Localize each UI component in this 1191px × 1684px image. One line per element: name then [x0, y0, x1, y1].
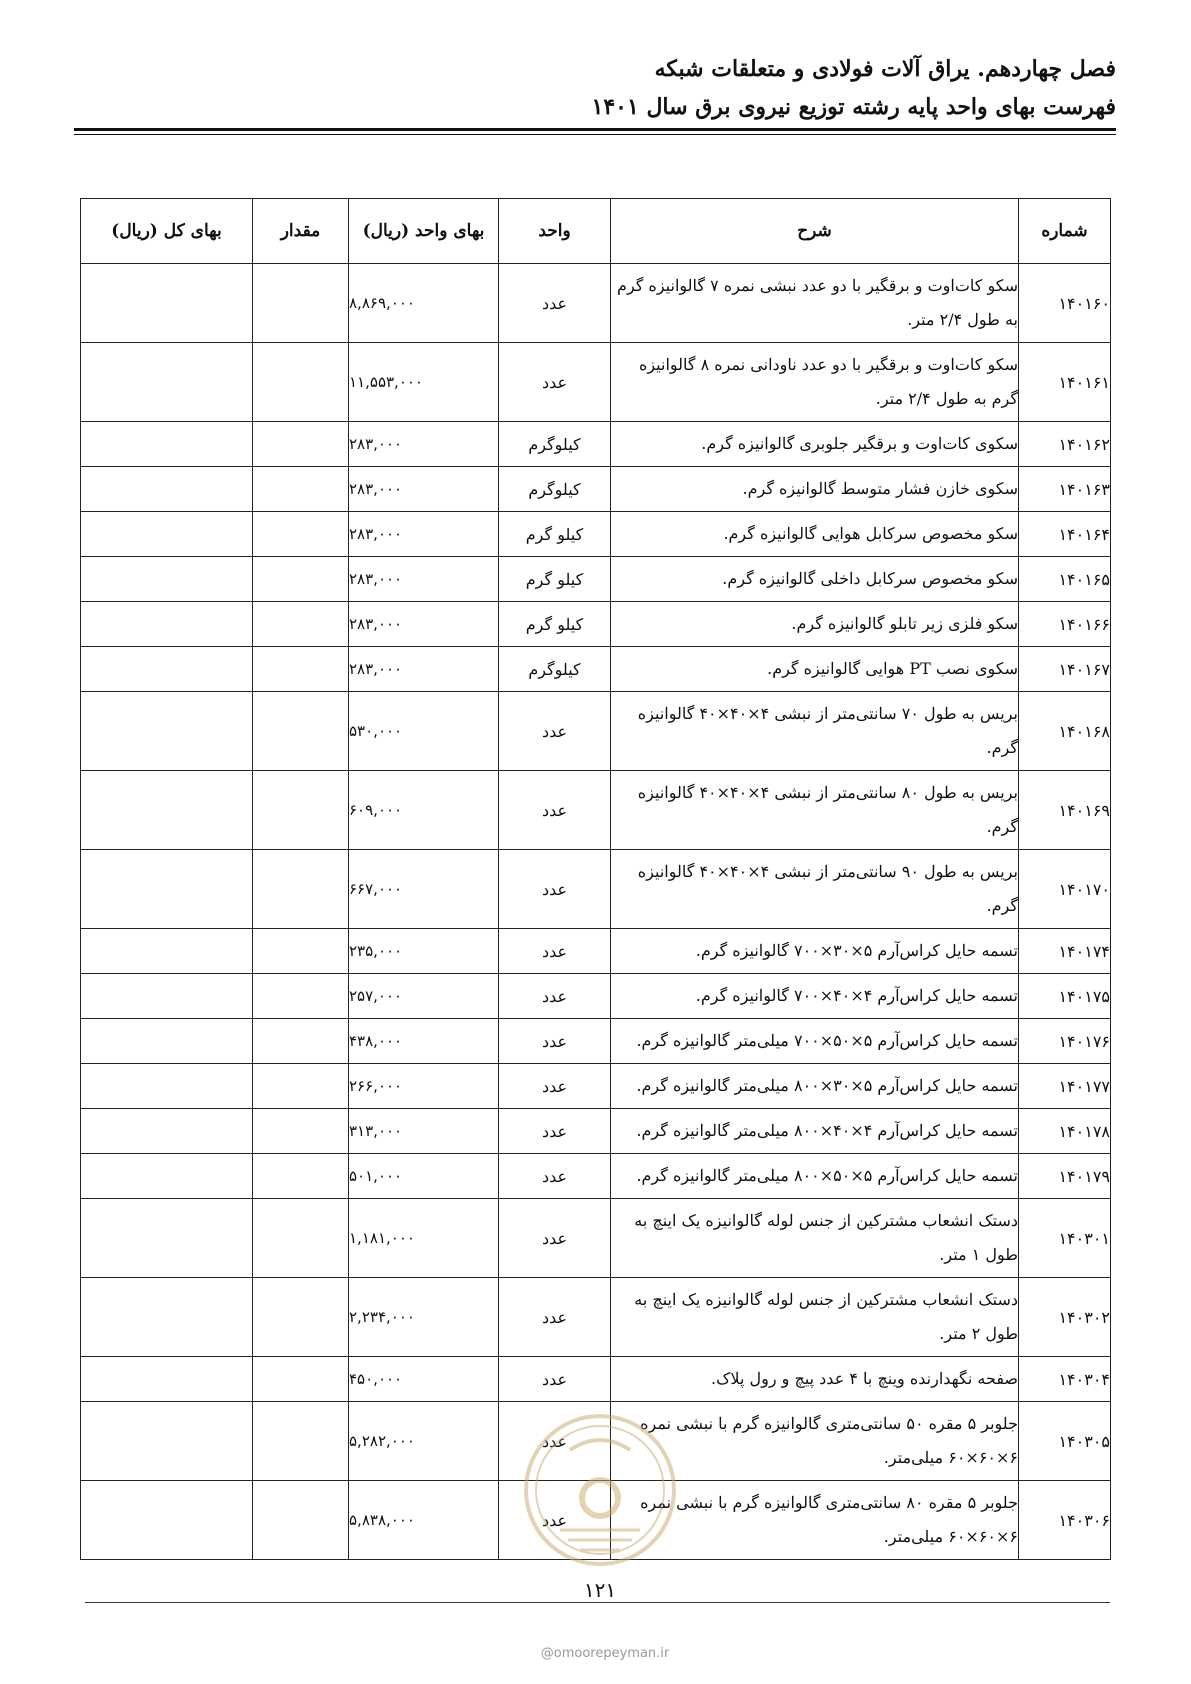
item-description: سکو فلزی زیر تابلو گالوانیزه گرم. — [611, 602, 1019, 647]
item-code: ۱۴۰۱۶۹ — [1019, 771, 1111, 850]
item-unit-price: ۲۸۳,۰۰۰ — [349, 602, 499, 647]
item-code: ۱۴۰۳۰۴ — [1019, 1357, 1111, 1402]
item-description: بریس به طول ۹۰ سانتی‌متر از نبشی ۴×۴۰×۴۰ گالوانیزه گرم. — [611, 850, 1019, 929]
item-total — [81, 1019, 253, 1064]
item-description: سکو کات‌اوت و برقگیر با دو عدد نبشی نمره ۷ گالوانیزه گرم به طول ۲/۴ متر. — [611, 264, 1019, 343]
website-watermark: @omoorepeyman.ir — [540, 1646, 670, 1661]
item-code: ۱۴۰۱۶۲ — [1019, 422, 1111, 467]
item-code: ۱۴۰۱۷۸ — [1019, 1109, 1111, 1154]
header-rule-thick — [74, 128, 1116, 131]
item-total — [81, 1481, 253, 1560]
table-row — [81, 602, 1111, 647]
item-unit-price: ۵,۸۳۸,۰۰۰ — [349, 1481, 499, 1560]
col-desc-header: شرح — [611, 199, 1019, 264]
price-table — [80, 198, 1111, 1560]
item-qty — [253, 512, 349, 557]
item-total — [81, 1357, 253, 1402]
item-unit-price: ۲۸۳,۰۰۰ — [349, 467, 499, 512]
item-description: جلوبر ۵ مقره ۸۰ سانتی‌متری گالوانیزه گرم با نبشی نمره ۶×۶۰×۶۰ میلی‌متر. — [611, 1481, 1019, 1560]
item-unit-price: ۵,۲۸۲,۰۰۰ — [349, 1402, 499, 1481]
item-unit-price: ۴۵۰,۰۰۰ — [349, 1357, 499, 1402]
item-description: سکوی خازن فشار متوسط گالوانیزه گرم. — [611, 467, 1019, 512]
table-row — [81, 647, 1111, 692]
item-total — [81, 647, 253, 692]
item-qty — [253, 264, 349, 343]
item-total — [81, 602, 253, 647]
item-unit: عدد — [499, 929, 611, 974]
item-unit-price: ۴۳۸,۰۰۰ — [349, 1019, 499, 1064]
item-unit-price: ۲۸۳,۰۰۰ — [349, 647, 499, 692]
item-unit: کیلو گرم — [499, 602, 611, 647]
item-total — [81, 771, 253, 850]
item-code: ۱۴۰۱۶۵ — [1019, 557, 1111, 602]
item-description: سکو مخصوص سرکابل داخلی گالوانیزه گرم. — [611, 557, 1019, 602]
item-qty — [253, 647, 349, 692]
item-total — [81, 1199, 253, 1278]
item-unit: عدد — [499, 1357, 611, 1402]
item-code: ۱۴۰۱۶۶ — [1019, 602, 1111, 647]
item-qty — [253, 1402, 349, 1481]
item-description: سکو مخصوص سرکابل هوایی گالوانیزه گرم. — [611, 512, 1019, 557]
item-total — [81, 1154, 253, 1199]
item-unit-price: ۲۳۵,۰۰۰ — [349, 929, 499, 974]
item-description: بریس به طول ۷۰ سانتی‌متر از نبشی ۴×۴۰×۴۰ گالوانیزه گرم. — [611, 692, 1019, 771]
item-unit: عدد — [499, 1481, 611, 1560]
item-code: ۱۴۰۱۷۷ — [1019, 1064, 1111, 1109]
table-row — [81, 557, 1111, 602]
footer-rule — [85, 1602, 1110, 1603]
item-qty — [253, 602, 349, 647]
item-unit: عدد — [499, 264, 611, 343]
table-row — [81, 1278, 1111, 1357]
item-unit-price: ۸,۸۶۹,۰۰۰ — [349, 264, 499, 343]
item-unit: کیلو گرم — [499, 512, 611, 557]
item-code: ۱۴۰۱۷۹ — [1019, 1154, 1111, 1199]
table-row — [81, 343, 1111, 422]
item-qty — [253, 974, 349, 1019]
item-qty — [253, 771, 349, 850]
item-qty — [253, 1199, 349, 1278]
item-code: ۱۴۰۳۰۵ — [1019, 1402, 1111, 1481]
item-description: تسمه حایل کراس‌آرم ۵×۵۰×۷۰۰ میلی‌متر گالوانیزه گرم. — [611, 1019, 1019, 1064]
item-code: ۱۴۰۱۷۵ — [1019, 974, 1111, 1019]
item-unit: عدد — [499, 850, 611, 929]
item-unit: عدد — [499, 1109, 611, 1154]
item-qty — [253, 1154, 349, 1199]
item-qty — [253, 1357, 349, 1402]
item-unit: عدد — [499, 1199, 611, 1278]
item-unit: عدد — [499, 771, 611, 850]
item-qty — [253, 692, 349, 771]
item-description: جلوبر ۵ مقره ۵۰ سانتی‌متری گالوانیزه گرم با نبشی نمره ۶×۶۰×۶۰ میلی‌متر. — [611, 1402, 1019, 1481]
item-qty — [253, 343, 349, 422]
item-total — [81, 264, 253, 343]
page-number: ۱۲۱ — [583, 1578, 617, 1602]
item-code: ۱۴۰۱۶۳ — [1019, 467, 1111, 512]
item-unit-price: ۵۳۰,۰۰۰ — [349, 692, 499, 771]
item-unit-price: ۲۸۳,۰۰۰ — [349, 422, 499, 467]
item-qty — [253, 929, 349, 974]
item-code: ۱۴۰۱۶۰ — [1019, 264, 1111, 343]
item-unit: عدد — [499, 692, 611, 771]
item-unit-price: ۲,۲۳۴,۰۰۰ — [349, 1278, 499, 1357]
item-code: ۱۴۰۱۷۰ — [1019, 850, 1111, 929]
item-unit: کیلوگرم — [499, 422, 611, 467]
item-description: سکوی نصب PT هوایی گالوانیزه گرم. — [611, 647, 1019, 692]
item-total — [81, 557, 253, 602]
item-description: تسمه حایل کراس‌آرم ۴×۴۰×۸۰۰ میلی‌متر گالوانیزه گرم. — [611, 1109, 1019, 1154]
item-total — [81, 850, 253, 929]
item-code: ۱۴۰۱۶۱ — [1019, 343, 1111, 422]
table-row — [81, 771, 1111, 850]
item-unit-price: ۲۸۳,۰۰۰ — [349, 512, 499, 557]
watermark-stamp-icon — [520, 1410, 680, 1570]
item-qty — [253, 1064, 349, 1109]
item-code: ۱۴۰۱۶۸ — [1019, 692, 1111, 771]
item-unit: عدد — [499, 1402, 611, 1481]
table-row — [81, 974, 1111, 1019]
document-title: فهرست بهای واحد پایه رشته توزیع نیروی برق سال ۱۴۰۱ — [591, 94, 1116, 120]
item-code: ۱۴۰۱۶۷ — [1019, 647, 1111, 692]
item-code: ۱۴۰۱۷۶ — [1019, 1019, 1111, 1064]
chapter-title: فصل چهاردهم. یراق آلات فولادی و متعلقات شبکه — [654, 56, 1116, 82]
item-unit-price: ۱۱,۵۵۳,۰۰۰ — [349, 343, 499, 422]
item-total — [81, 1402, 253, 1481]
table-row — [81, 1357, 1111, 1402]
item-description: دستک انشعاب مشترکین از جنس لوله گالوانیزه یک اینچ به طول ۱ متر. — [611, 1199, 1019, 1278]
table-row — [81, 1064, 1111, 1109]
item-qty — [253, 1481, 349, 1560]
item-total — [81, 1278, 253, 1357]
table-row — [81, 929, 1111, 974]
table-row — [81, 422, 1111, 467]
item-unit: عدد — [499, 1278, 611, 1357]
item-unit: کیلوگرم — [499, 467, 611, 512]
item-code: ۱۴۰۳۰۶ — [1019, 1481, 1111, 1560]
item-code: ۱۴۰۳۰۲ — [1019, 1278, 1111, 1357]
item-total — [81, 422, 253, 467]
item-qty — [253, 1019, 349, 1064]
item-code: ۱۴۰۱۷۴ — [1019, 929, 1111, 974]
item-qty — [253, 422, 349, 467]
item-description: تسمه حایل کراس‌آرم ۵×۵۰×۸۰۰ میلی‌متر گالوانیزه گرم. — [611, 1154, 1019, 1199]
col-unit-price-header: بهای واحد (ریال) — [349, 199, 499, 264]
item-unit: کیلوگرم — [499, 647, 611, 692]
item-unit: عدد — [499, 1154, 611, 1199]
item-total — [81, 692, 253, 771]
item-code: ۱۴۰۱۶۴ — [1019, 512, 1111, 557]
item-total — [81, 343, 253, 422]
item-total — [81, 1109, 253, 1154]
col-unit-header: واحد — [499, 199, 611, 264]
table-row — [81, 1019, 1111, 1064]
item-unit-price: ۲۵۷,۰۰۰ — [349, 974, 499, 1019]
table-row — [81, 264, 1111, 343]
table-header-row — [81, 199, 1111, 264]
item-unit-price: ۲۸۳,۰۰۰ — [349, 557, 499, 602]
item-unit-price: ۶۶۷,۰۰۰ — [349, 850, 499, 929]
item-unit-price: ۲۶۶,۰۰۰ — [349, 1064, 499, 1109]
col-code-header: شماره — [1019, 199, 1111, 264]
item-description: بریس به طول ۸۰ سانتی‌متر از نبشی ۴×۴۰×۴۰ گالوانیزه گرم. — [611, 771, 1019, 850]
item-total — [81, 929, 253, 974]
item-qty — [253, 557, 349, 602]
table-row — [81, 512, 1111, 557]
item-unit: عدد — [499, 1064, 611, 1109]
item-unit: عدد — [499, 343, 611, 422]
table-row — [81, 1199, 1111, 1278]
item-total — [81, 467, 253, 512]
col-qty-header: مقدار — [253, 199, 349, 264]
item-code: ۱۴۰۳۰۱ — [1019, 1199, 1111, 1278]
col-total-header: بهای کل (ریال) — [81, 199, 253, 264]
table-row — [81, 1154, 1111, 1199]
item-description: تسمه حایل کراس‌آرم ۵×۳۰×۸۰۰ میلی‌متر گالوانیزه گرم. — [611, 1064, 1019, 1109]
table-row — [81, 850, 1111, 929]
item-qty — [253, 467, 349, 512]
item-unit-price: ۵۰۱,۰۰۰ — [349, 1154, 499, 1199]
table-row — [81, 1109, 1111, 1154]
item-description: سکوی کات‌اوت و برقگیر جلوبری گالوانیزه گرم. — [611, 422, 1019, 467]
item-qty — [253, 1109, 349, 1154]
table-row — [81, 467, 1111, 512]
item-unit: کیلو گرم — [499, 557, 611, 602]
item-qty — [253, 850, 349, 929]
item-unit-price: ۳۱۳,۰۰۰ — [349, 1109, 499, 1154]
page-header — [74, 52, 1116, 124]
table-row — [81, 692, 1111, 771]
item-description: صفحه نگهدارنده وینچ با ۴ عدد پیچ و رول پلاک. — [611, 1357, 1019, 1402]
item-qty — [253, 1278, 349, 1357]
item-unit: عدد — [499, 1019, 611, 1064]
item-description: تسمه حایل کراس‌آرم ۴×۴۰×۷۰۰ گالوانیزه گرم. — [611, 974, 1019, 1019]
header-rule-thin — [74, 134, 1116, 135]
item-description: سکو کات‌اوت و برقگیر با دو عدد ناودانی نمره ۸ گالوانیزه گرم به طول ۲/۴ متر. — [611, 343, 1019, 422]
item-total — [81, 1064, 253, 1109]
item-description: دستک انشعاب مشترکین از جنس لوله گالوانیزه یک اینچ به طول ۲ متر. — [611, 1278, 1019, 1357]
item-unit-price: ۶۰۹,۰۰۰ — [349, 771, 499, 850]
item-description: تسمه حایل کراس‌آرم ۵×۳۰×۷۰۰ گالوانیزه گرم. — [611, 929, 1019, 974]
item-unit: عدد — [499, 974, 611, 1019]
item-unit-price: ۱,۱۸۱,۰۰۰ — [349, 1199, 499, 1278]
item-total — [81, 512, 253, 557]
item-total — [81, 974, 253, 1019]
